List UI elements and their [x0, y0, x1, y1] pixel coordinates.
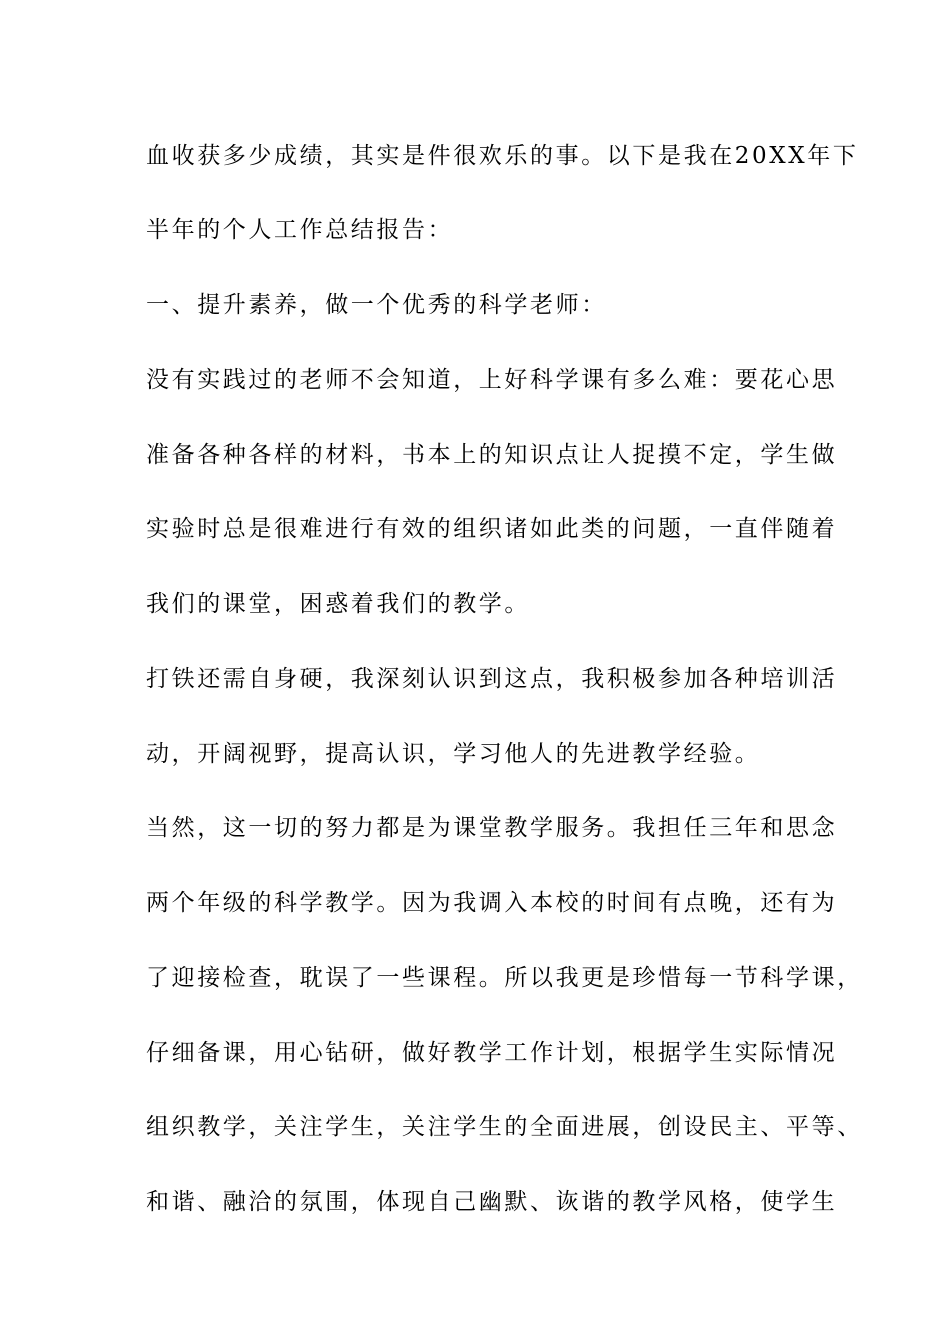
- text-line: 和谐、融洽的氛围，体现自己幽默、诙谐的教学风格，使学生: [146, 1189, 838, 1215]
- text-line: 我们的课堂，困惑着我们的教学。: [146, 591, 530, 617]
- text-line: 当然，这一切的努力都是为课堂教学服务。我担任三年和思念: [146, 815, 838, 841]
- text-line: 打铁还需自身硬，我深刻认识到这点，我积极参加各种培训活: [146, 666, 838, 692]
- text-line: 组织教学，关注学生，关注学生的全面进展，创设民主、平等、: [146, 1114, 863, 1140]
- text-line: 准备各种各样的材料，书本上的知识点让人捉摸不定，学生做: [146, 442, 838, 468]
- section-heading: 一、提升素养，做一个优秀的科学老师：: [146, 292, 607, 318]
- text-line: 血收获多少成绩，其实是件很欢乐的事。以下是我在20XX年下: [146, 143, 859, 169]
- text-line: 没有实践过的老师不会知道，上好科学课有多么难：要花心思: [146, 367, 838, 393]
- text-line: 动，开阔视野，提高认识，学习他人的先进教学经验。: [146, 741, 761, 767]
- text-line: 半年的个人工作总结报告：: [146, 217, 454, 243]
- text-line: 了迎接检查，耽误了一些课程。所以我更是珍惜每一节科学课，: [146, 965, 863, 991]
- text-line: 仔细备课，用心钻研，做好教学工作计划，根据学生实际情况: [146, 1040, 838, 1066]
- text-line: 两个年级的科学教学。因为我调入本校的时间有点晚，还有为: [146, 890, 838, 916]
- text-line: 实验时总是很难进行有效的组织诸如此类的问题，一直伴随着: [146, 516, 838, 542]
